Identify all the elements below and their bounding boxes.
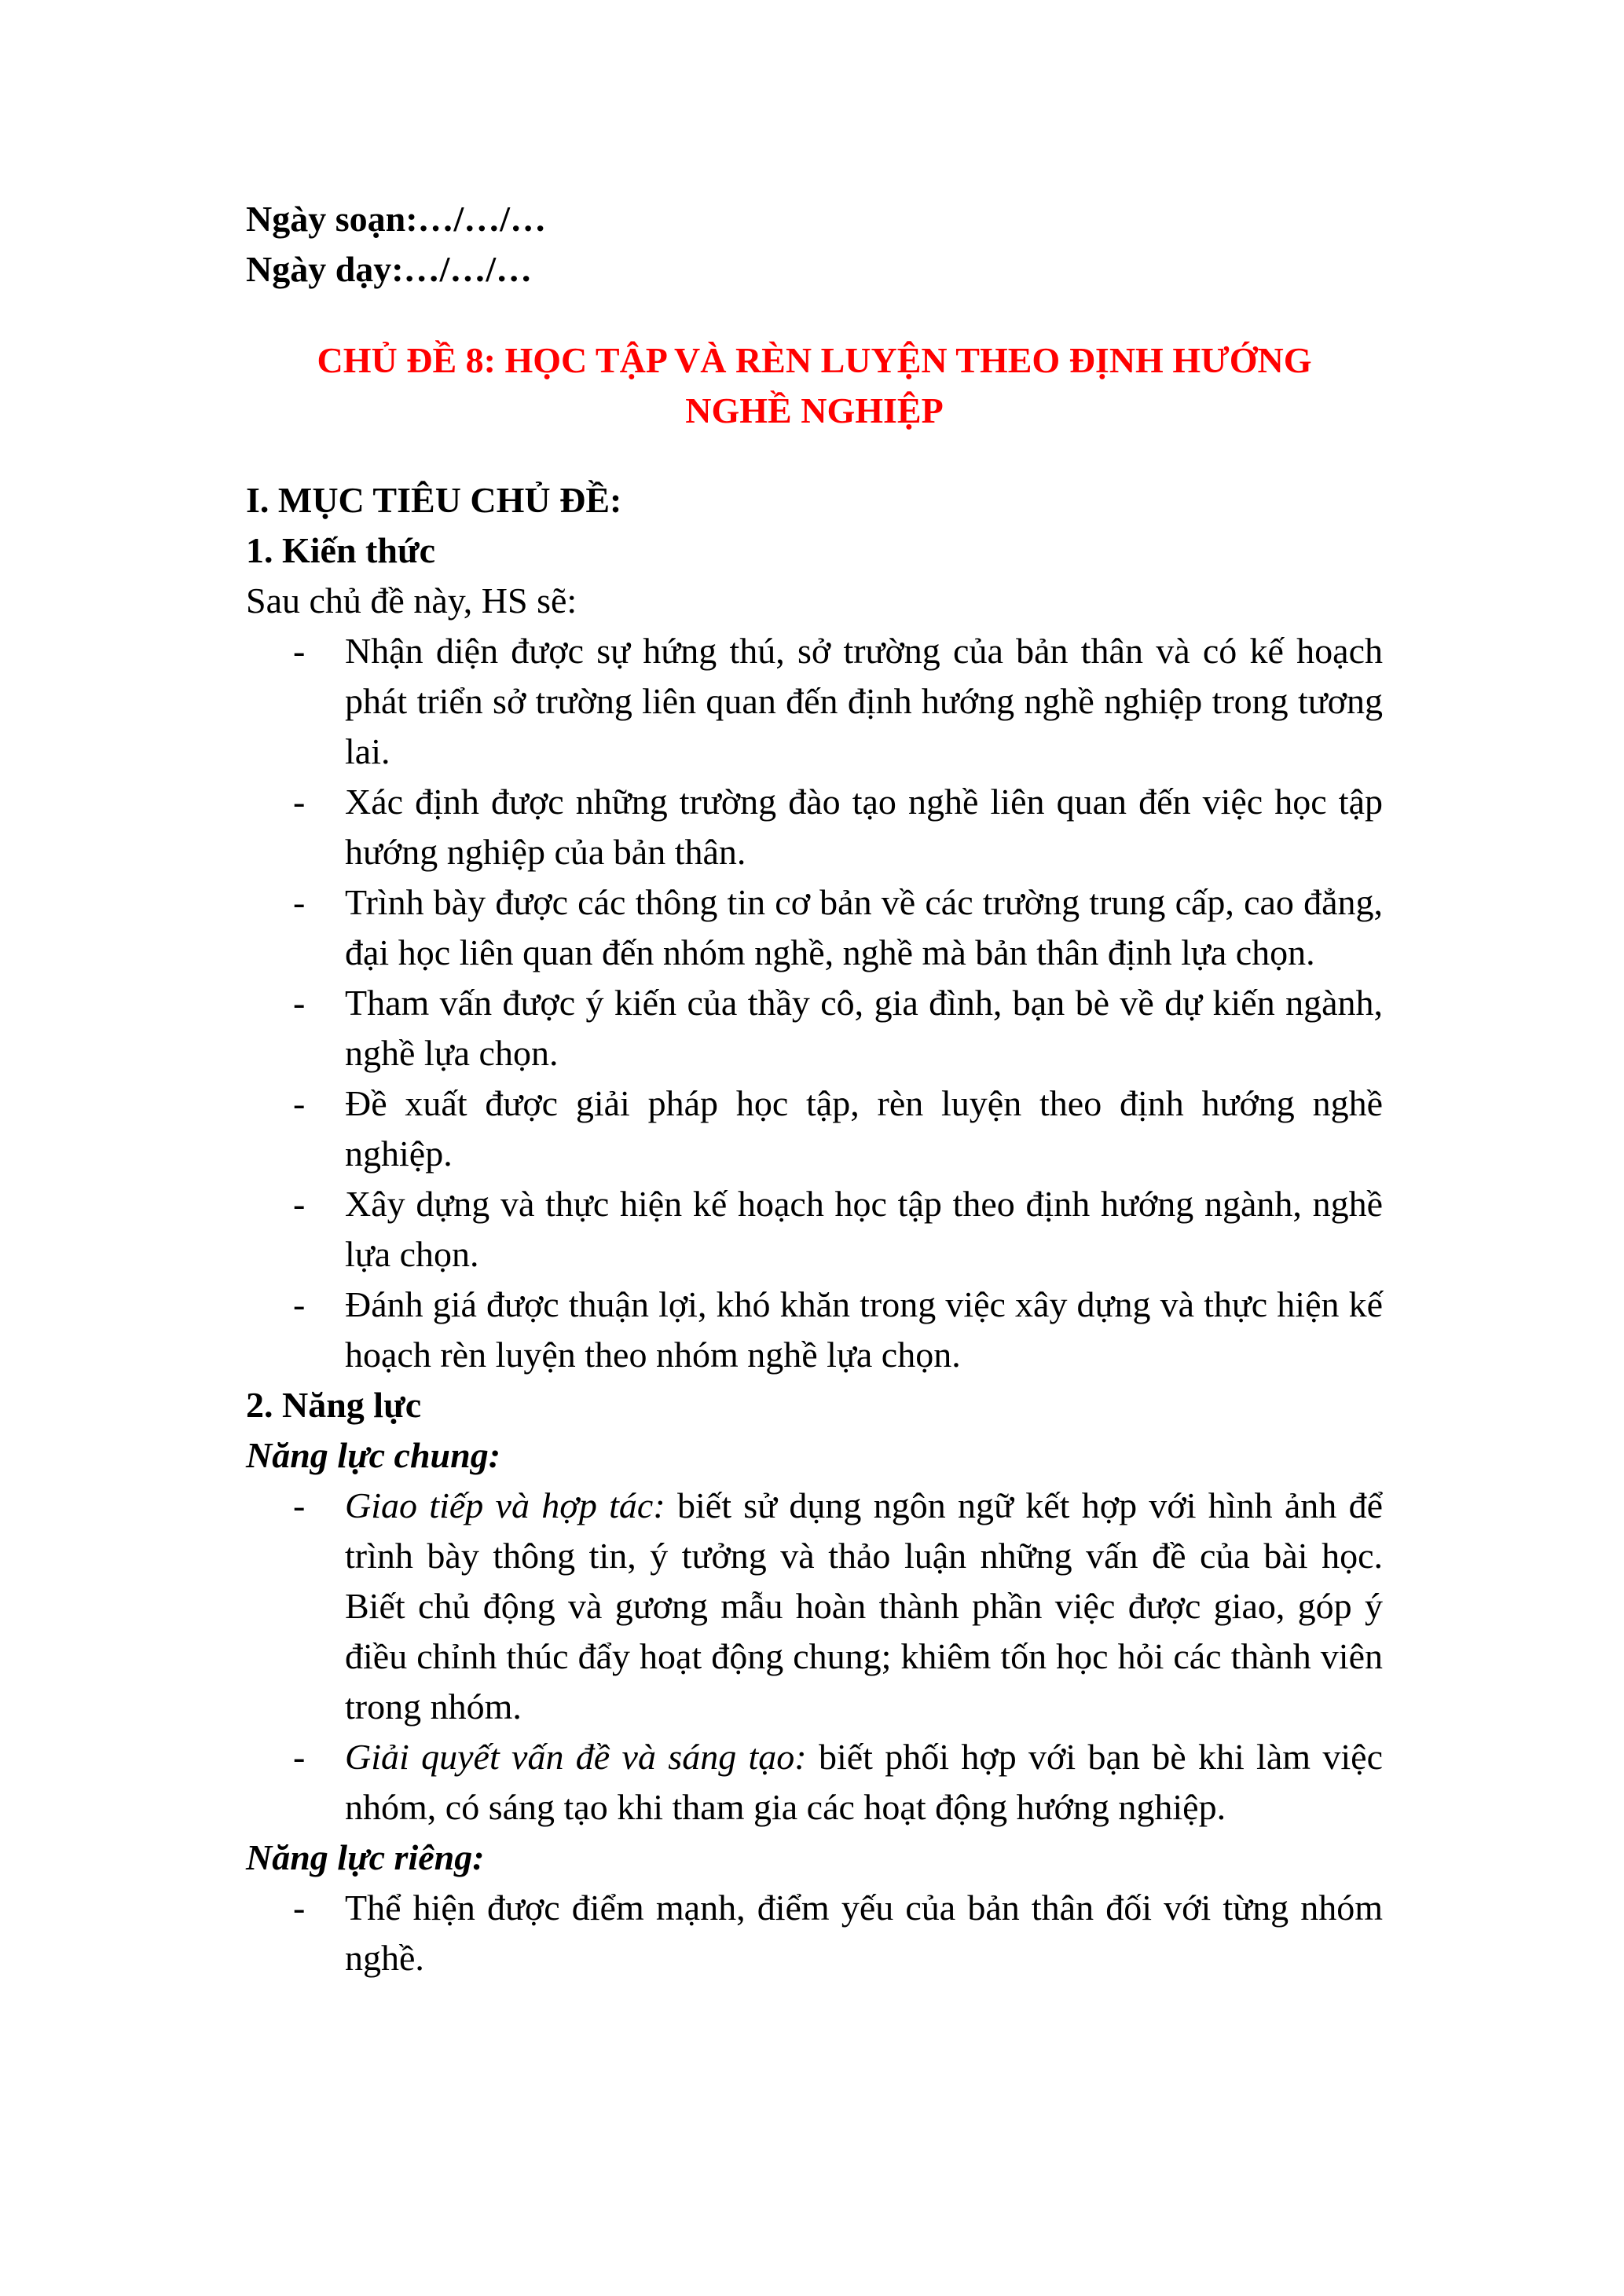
dash-bullet: - — [293, 782, 306, 822]
list-item — [246, 1883, 1383, 1983]
list-item-text: biết sử dụng ngôn ngữ kết hợp với hình ảnh để trình bày thông tin, ý tưởng và thảo luận những vấn đề của bài học. Biết chủ động và gương mẫu hoàn thành phần việc được giao, góp ý điều chỉnh thúc đẩy hoạt động chung; khiêm tốn học hỏi các thành viên trong nhóm. — [345, 1485, 1384, 1727]
dash-bullet: - — [293, 1737, 306, 1777]
general-competence-list — [246, 1481, 1383, 1833]
list-item — [246, 877, 1383, 978]
list-item — [246, 1481, 1383, 1732]
list-item — [246, 1732, 1383, 1833]
dash-bullet: - — [293, 983, 306, 1023]
list-item — [246, 1280, 1383, 1380]
knowledge-list — [246, 626, 1383, 1380]
subheading-knowledge: 1. Kiến thức — [246, 530, 435, 570]
list-item-text: biết phối hợp với bạn bè khi làm việc nhóm, có sáng tạo khi tham gia các hoạt động hướng nghiệp. — [345, 1737, 1383, 1827]
prep-date: Ngày soạn:…/…/… — [246, 199, 547, 239]
list-item-text: Nhận diện được sự hứng thú, sở trường của bản thân và có kế hoạch phát triển sở trường liên quan đến định hướng nghề nghiệp trong tương lai. — [345, 631, 1383, 771]
specific-competence-heading: Năng lực riêng: — [246, 1837, 485, 1877]
list-item — [246, 626, 1383, 777]
list-item-text: Đánh giá được thuận lợi, khó khăn trong việc xây dựng và thực hiện kế hoạch rèn luyện theo nhóm nghề lựa chọn. — [345, 1284, 1383, 1375]
dash-bullet: - — [293, 1083, 306, 1123]
list-item-text: Trình bày được các thông tin cơ bản về các trường trung cấp, cao đẳng, đại học liên quan đến nhóm nghề, nghề mà bản thân định lựa chọn. — [345, 882, 1383, 972]
list-item — [246, 777, 1383, 877]
list-item — [246, 1078, 1383, 1179]
dash-bullet: - — [293, 882, 306, 922]
dash-bullet: - — [293, 631, 306, 671]
dash-bullet: - — [293, 1184, 306, 1224]
dash-bullet: - — [293, 1485, 306, 1525]
list-item — [246, 978, 1383, 1078]
list-item-lead: Giao tiếp và hợp tác: — [345, 1485, 665, 1525]
specific-competence-list — [246, 1883, 1383, 1983]
knowledge-intro: Sau chủ đề này, HS sẽ: — [246, 580, 577, 621]
section-heading-objectives: I. MỤC TIÊU CHỦ ĐỀ: — [246, 480, 622, 520]
general-competence-heading: Năng lực chung: — [246, 1435, 501, 1475]
topic-title: CHỦ ĐỀ 8: HỌC TẬP VÀ RÈN LUYỆN THEO ĐỊNH HƯỚNG NGHỀ NGHIỆP — [317, 340, 1312, 430]
document-page — [246, 194, 1383, 1983]
subheading-competence: 2. Năng lực — [246, 1385, 422, 1425]
list-item-lead: Giải quyết vấn đề và sáng tạo: — [345, 1737, 807, 1777]
dash-bullet: - — [293, 1888, 306, 1928]
list-item-text: Thể hiện được điểm mạnh, điểm yếu của bản thân đối với từng nhóm nghề. — [345, 1888, 1383, 1978]
list-item-text: Đề xuất được giải pháp học tập, rèn luyện theo định hướng nghề nghiệp. — [345, 1083, 1383, 1174]
list-item-text: Xây dựng và thực hiện kế hoạch học tập theo định hướng ngành, nghề lựa chọn. — [345, 1184, 1383, 1274]
list-item-text: Tham vấn được ý kiến của thầy cô, gia đình, bạn bè về dự kiến ngành, nghề lựa chọn. — [345, 983, 1383, 1073]
teach-date: Ngày dạy:…/…/… — [246, 249, 533, 289]
dash-bullet: - — [293, 1284, 306, 1324]
list-item-text: Xác định được những trường đào tạo nghề liên quan đến việc học tập hướng nghiệp của bản thân. — [345, 782, 1383, 872]
list-item — [246, 1179, 1383, 1280]
